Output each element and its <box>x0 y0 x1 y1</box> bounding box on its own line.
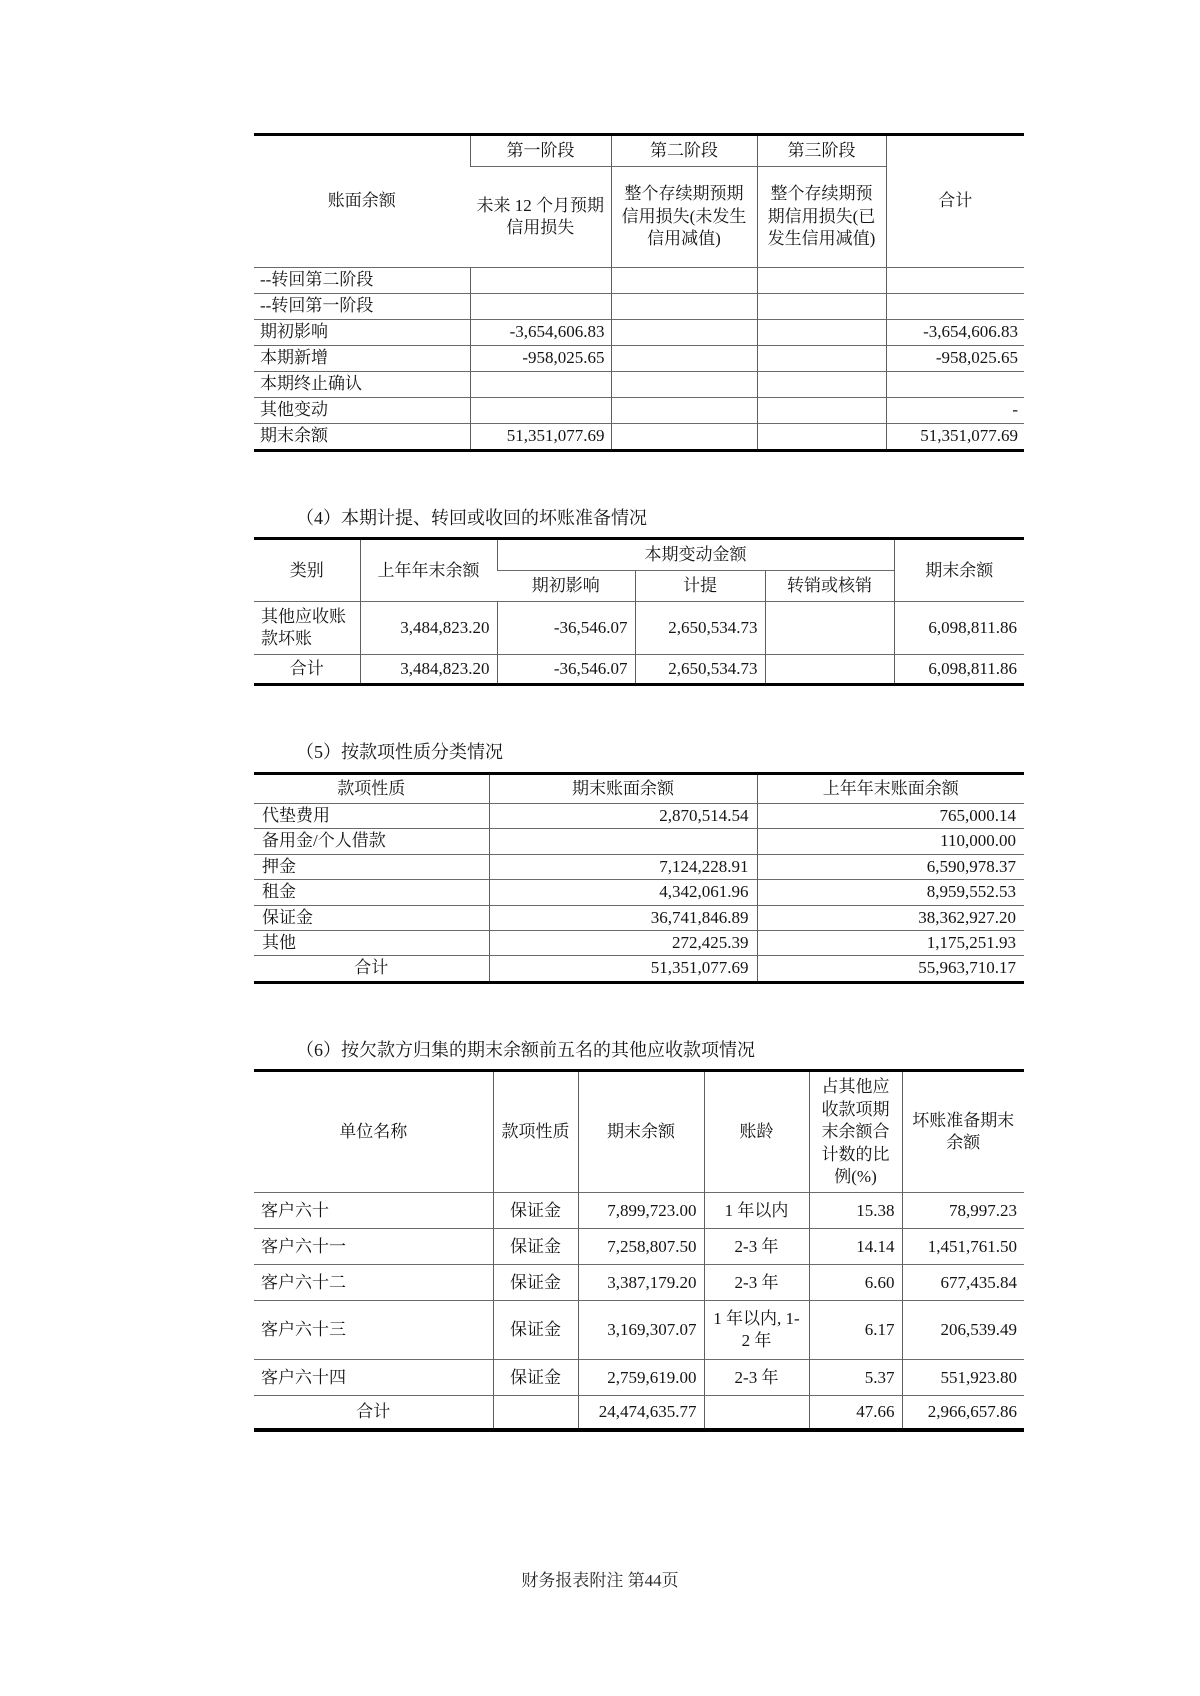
row-label: 合计 <box>254 956 489 982</box>
header-cell-writeoff: 转销或核销 <box>765 571 894 602</box>
table-row <box>254 1193 1024 1229</box>
cell-value: 206,539.49 <box>902 1301 1024 1360</box>
cell-value: 110,000.00 <box>757 829 1024 854</box>
cell-value <box>611 346 757 372</box>
cell-value: 1,451,761.50 <box>902 1229 1024 1265</box>
cell-value <box>757 346 886 372</box>
table-row <box>254 803 1024 828</box>
cell-value: 6.17 <box>809 1301 902 1360</box>
header-cell-category: 类别 <box>289 560 324 580</box>
cell-value <box>611 424 757 451</box>
cell-value: 保证金 <box>493 1301 578 1360</box>
header-cell-total: 合计 <box>886 135 1024 268</box>
row-label: 租金 <box>254 880 489 905</box>
cell-value: 47.66 <box>809 1396 902 1431</box>
cell-value: 3,169,307.07 <box>578 1301 704 1360</box>
cell-value: 1 年以内 <box>704 1193 809 1229</box>
cell-value: 51,351,077.69 <box>470 424 611 451</box>
row-label: 合计 <box>254 655 360 685</box>
row-label: 本期终止确认 <box>254 372 470 398</box>
page-footer: 财务报表附注 第44页 <box>521 1571 679 1590</box>
row-label: 其他应收账款坏账 <box>254 602 360 655</box>
row-label: 其他 <box>254 930 489 955</box>
header-cell-ratio: 占其他应收款项期末余额合计数的比例(%) <box>809 1071 902 1193</box>
header-cell-stage3: 第三阶段 <box>757 135 886 167</box>
row-label: 客户六十二 <box>254 1265 493 1301</box>
content-area <box>254 133 1024 1432</box>
header-cell-bad-debt: 坏账准备期末余额 <box>902 1071 1024 1193</box>
table-row <box>254 1360 1024 1396</box>
cell-value: 4,342,061.96 <box>489 880 757 905</box>
header-cell-change-group: 本期变动金额 <box>497 539 894 571</box>
row-label: 代垫费用 <box>254 803 489 828</box>
table-row <box>254 320 1024 346</box>
cell-value <box>757 320 886 346</box>
header-cell-end-balance: 期末余额 <box>578 1071 704 1193</box>
table-row <box>254 602 1024 655</box>
cell-value: 1,175,251.93 <box>757 930 1024 955</box>
header-cell-period-end: 期末余额 <box>894 539 1024 602</box>
row-label: 期初影响 <box>254 320 470 346</box>
cell-value <box>611 320 757 346</box>
cell-value: 2,966,657.86 <box>902 1396 1024 1431</box>
cell-value: 2-3 年 <box>704 1360 809 1396</box>
top5-debtors-table <box>254 1069 1024 1432</box>
header-cell-balance: 账面余额 <box>327 191 396 211</box>
table-row <box>254 1265 1024 1301</box>
row-label: 本期新增 <box>254 346 470 372</box>
cell-value: 24,474,635.77 <box>578 1396 704 1431</box>
cell-value: -36,546.07 <box>497 602 635 655</box>
cell-value: 3,484,823.20 <box>360 655 497 685</box>
table-row <box>254 854 1024 879</box>
section6-title: （6）按欠款方归集的期末余额前五名的其他应收款项情况 <box>296 1039 755 1060</box>
row-label: 其他变动 <box>254 398 470 424</box>
cell-value: 51,351,077.69 <box>489 956 757 982</box>
cell-value: -958,025.65 <box>886 346 1024 372</box>
table-row-total <box>254 424 1024 451</box>
cell-value <box>886 372 1024 398</box>
table-row <box>254 930 1024 955</box>
header-row <box>254 1071 1024 1193</box>
cell-value <box>611 294 757 320</box>
table-row-total <box>254 655 1024 685</box>
cell-value: 1 年以内, 1-2 年 <box>704 1301 809 1360</box>
cell-value <box>757 372 886 398</box>
table-row <box>254 1301 1024 1360</box>
cell-value <box>757 268 886 294</box>
cell-value <box>886 294 1024 320</box>
cell-value: 保证金 <box>493 1265 578 1301</box>
cell-value: 677,435.84 <box>902 1265 1024 1301</box>
cell-value: -3,654,606.83 <box>470 320 611 346</box>
cell-value: 551,923.80 <box>902 1360 1024 1396</box>
cell-value: 14.14 <box>809 1229 902 1265</box>
header-cell-nature: 款项性质 <box>337 778 406 798</box>
nature-classification-table <box>254 772 1024 984</box>
header-cell-stage1-desc: 未来 12 个月预期信用损失 <box>470 167 611 268</box>
cell-value: 2,650,534.73 <box>635 602 765 655</box>
table-row <box>254 268 1024 294</box>
row-label: 客户六十四 <box>254 1360 493 1396</box>
header-cell-prev-balance: 上年年末账面余额 <box>757 773 1024 803</box>
stage-balance-table <box>254 133 1024 452</box>
section4-title: （4）本期计提、转回或收回的坏账准备情况 <box>296 508 647 528</box>
row-label: 保证金 <box>254 905 489 930</box>
stage-header-row <box>254 135 1024 167</box>
row-label: 合计 <box>254 1396 493 1431</box>
row-label: 客户六十三 <box>254 1301 493 1360</box>
cell-value: 38,362,927.20 <box>757 905 1024 930</box>
cell-value: -36,546.07 <box>497 655 635 685</box>
row-label: --转回第二阶段 <box>254 268 470 294</box>
row-label: 押金 <box>254 854 489 879</box>
header-cell-stage2-desc: 整个存续期预期信用损失(未发生信用减值) <box>611 167 757 268</box>
cell-value <box>470 398 611 424</box>
cell-value: 15.38 <box>809 1193 902 1229</box>
table-row <box>254 829 1024 854</box>
row-label: 期末余额 <box>254 424 470 451</box>
cell-value <box>757 398 886 424</box>
cell-value <box>704 1396 809 1431</box>
cell-value: -3,654,606.83 <box>886 320 1024 346</box>
cell-value: -958,025.65 <box>470 346 611 372</box>
cell-value <box>757 294 886 320</box>
row-label: 备用金/个人借款 <box>254 829 489 854</box>
provision-table <box>254 537 1024 686</box>
cell-value: 765,000.14 <box>757 803 1024 828</box>
cell-value <box>765 602 894 655</box>
header-cell-unit-name: 单位名称 <box>339 1122 408 1142</box>
header-cell-nature: 款项性质 <box>493 1071 578 1193</box>
header-cell-prev-year: 上年年末余额 <box>360 539 497 602</box>
cell-value: 2,650,534.73 <box>635 655 765 685</box>
header-cell-aging: 账龄 <box>704 1071 809 1193</box>
cell-value: 7,124,228.91 <box>489 854 757 879</box>
header-cell-stage1: 第一阶段 <box>470 135 611 167</box>
cell-value: 51,351,077.69 <box>886 424 1024 451</box>
cell-value: 5.37 <box>809 1360 902 1396</box>
cell-value <box>757 424 886 451</box>
cell-value <box>765 655 894 685</box>
cell-value: 6,098,811.86 <box>894 602 1024 655</box>
cell-value: - <box>886 398 1024 424</box>
table-row <box>254 346 1024 372</box>
cell-value: 2,870,514.54 <box>489 803 757 828</box>
cell-value: 2,759,619.00 <box>578 1360 704 1396</box>
table-row <box>254 1229 1024 1265</box>
cell-value: 2-3 年 <box>704 1265 809 1301</box>
cell-value: 保证金 <box>493 1193 578 1229</box>
cell-value: 保证金 <box>493 1360 578 1396</box>
table-row <box>254 398 1024 424</box>
cell-value: 6,590,978.37 <box>757 854 1024 879</box>
header-cell-stage2: 第二阶段 <box>611 135 757 167</box>
section5-title: （5）按款项性质分类情况 <box>296 742 503 763</box>
cell-value: 272,425.39 <box>489 930 757 955</box>
cell-value: 2-3 年 <box>704 1229 809 1265</box>
header-cell-provision: 计提 <box>635 571 765 602</box>
cell-value: 55,963,710.17 <box>757 956 1024 982</box>
cell-value: 保证金 <box>493 1229 578 1265</box>
row-label: 客户六十 <box>254 1193 493 1229</box>
header-row <box>254 773 1024 803</box>
header-cell-end-balance: 期末账面余额 <box>489 773 757 803</box>
row-label: 客户六十一 <box>254 1229 493 1265</box>
cell-value: 6,098,811.86 <box>894 655 1024 685</box>
cell-value: 7,258,807.50 <box>578 1229 704 1265</box>
cell-value: 3,387,179.20 <box>578 1265 704 1301</box>
cell-value: 7,899,723.00 <box>578 1193 704 1229</box>
cell-value: 8,959,552.53 <box>757 880 1024 905</box>
row-label: --转回第一阶段 <box>254 294 470 320</box>
cell-value <box>470 294 611 320</box>
cell-value: 78,997.23 <box>902 1193 1024 1229</box>
table-row <box>254 905 1024 930</box>
cell-value <box>470 268 611 294</box>
cell-value: 6.60 <box>809 1265 902 1301</box>
table-row <box>254 294 1024 320</box>
cell-value <box>611 268 757 294</box>
cell-value <box>493 1396 578 1431</box>
cell-value <box>611 398 757 424</box>
cell-value: 36,741,846.89 <box>489 905 757 930</box>
header-cell-stage3-desc: 整个存续期预期信用损失(已发生信用减值) <box>757 167 886 268</box>
cell-value <box>611 372 757 398</box>
table-row <box>254 880 1024 905</box>
table-row <box>254 372 1024 398</box>
cell-value <box>470 372 611 398</box>
header-row <box>254 539 1024 571</box>
cell-value <box>886 268 1024 294</box>
header-cell-initial-impact: 期初影响 <box>497 571 635 602</box>
cell-value: 3,484,823.20 <box>360 602 497 655</box>
table-row-total <box>254 1396 1024 1431</box>
cell-value <box>489 829 757 854</box>
table-row-total <box>254 956 1024 982</box>
